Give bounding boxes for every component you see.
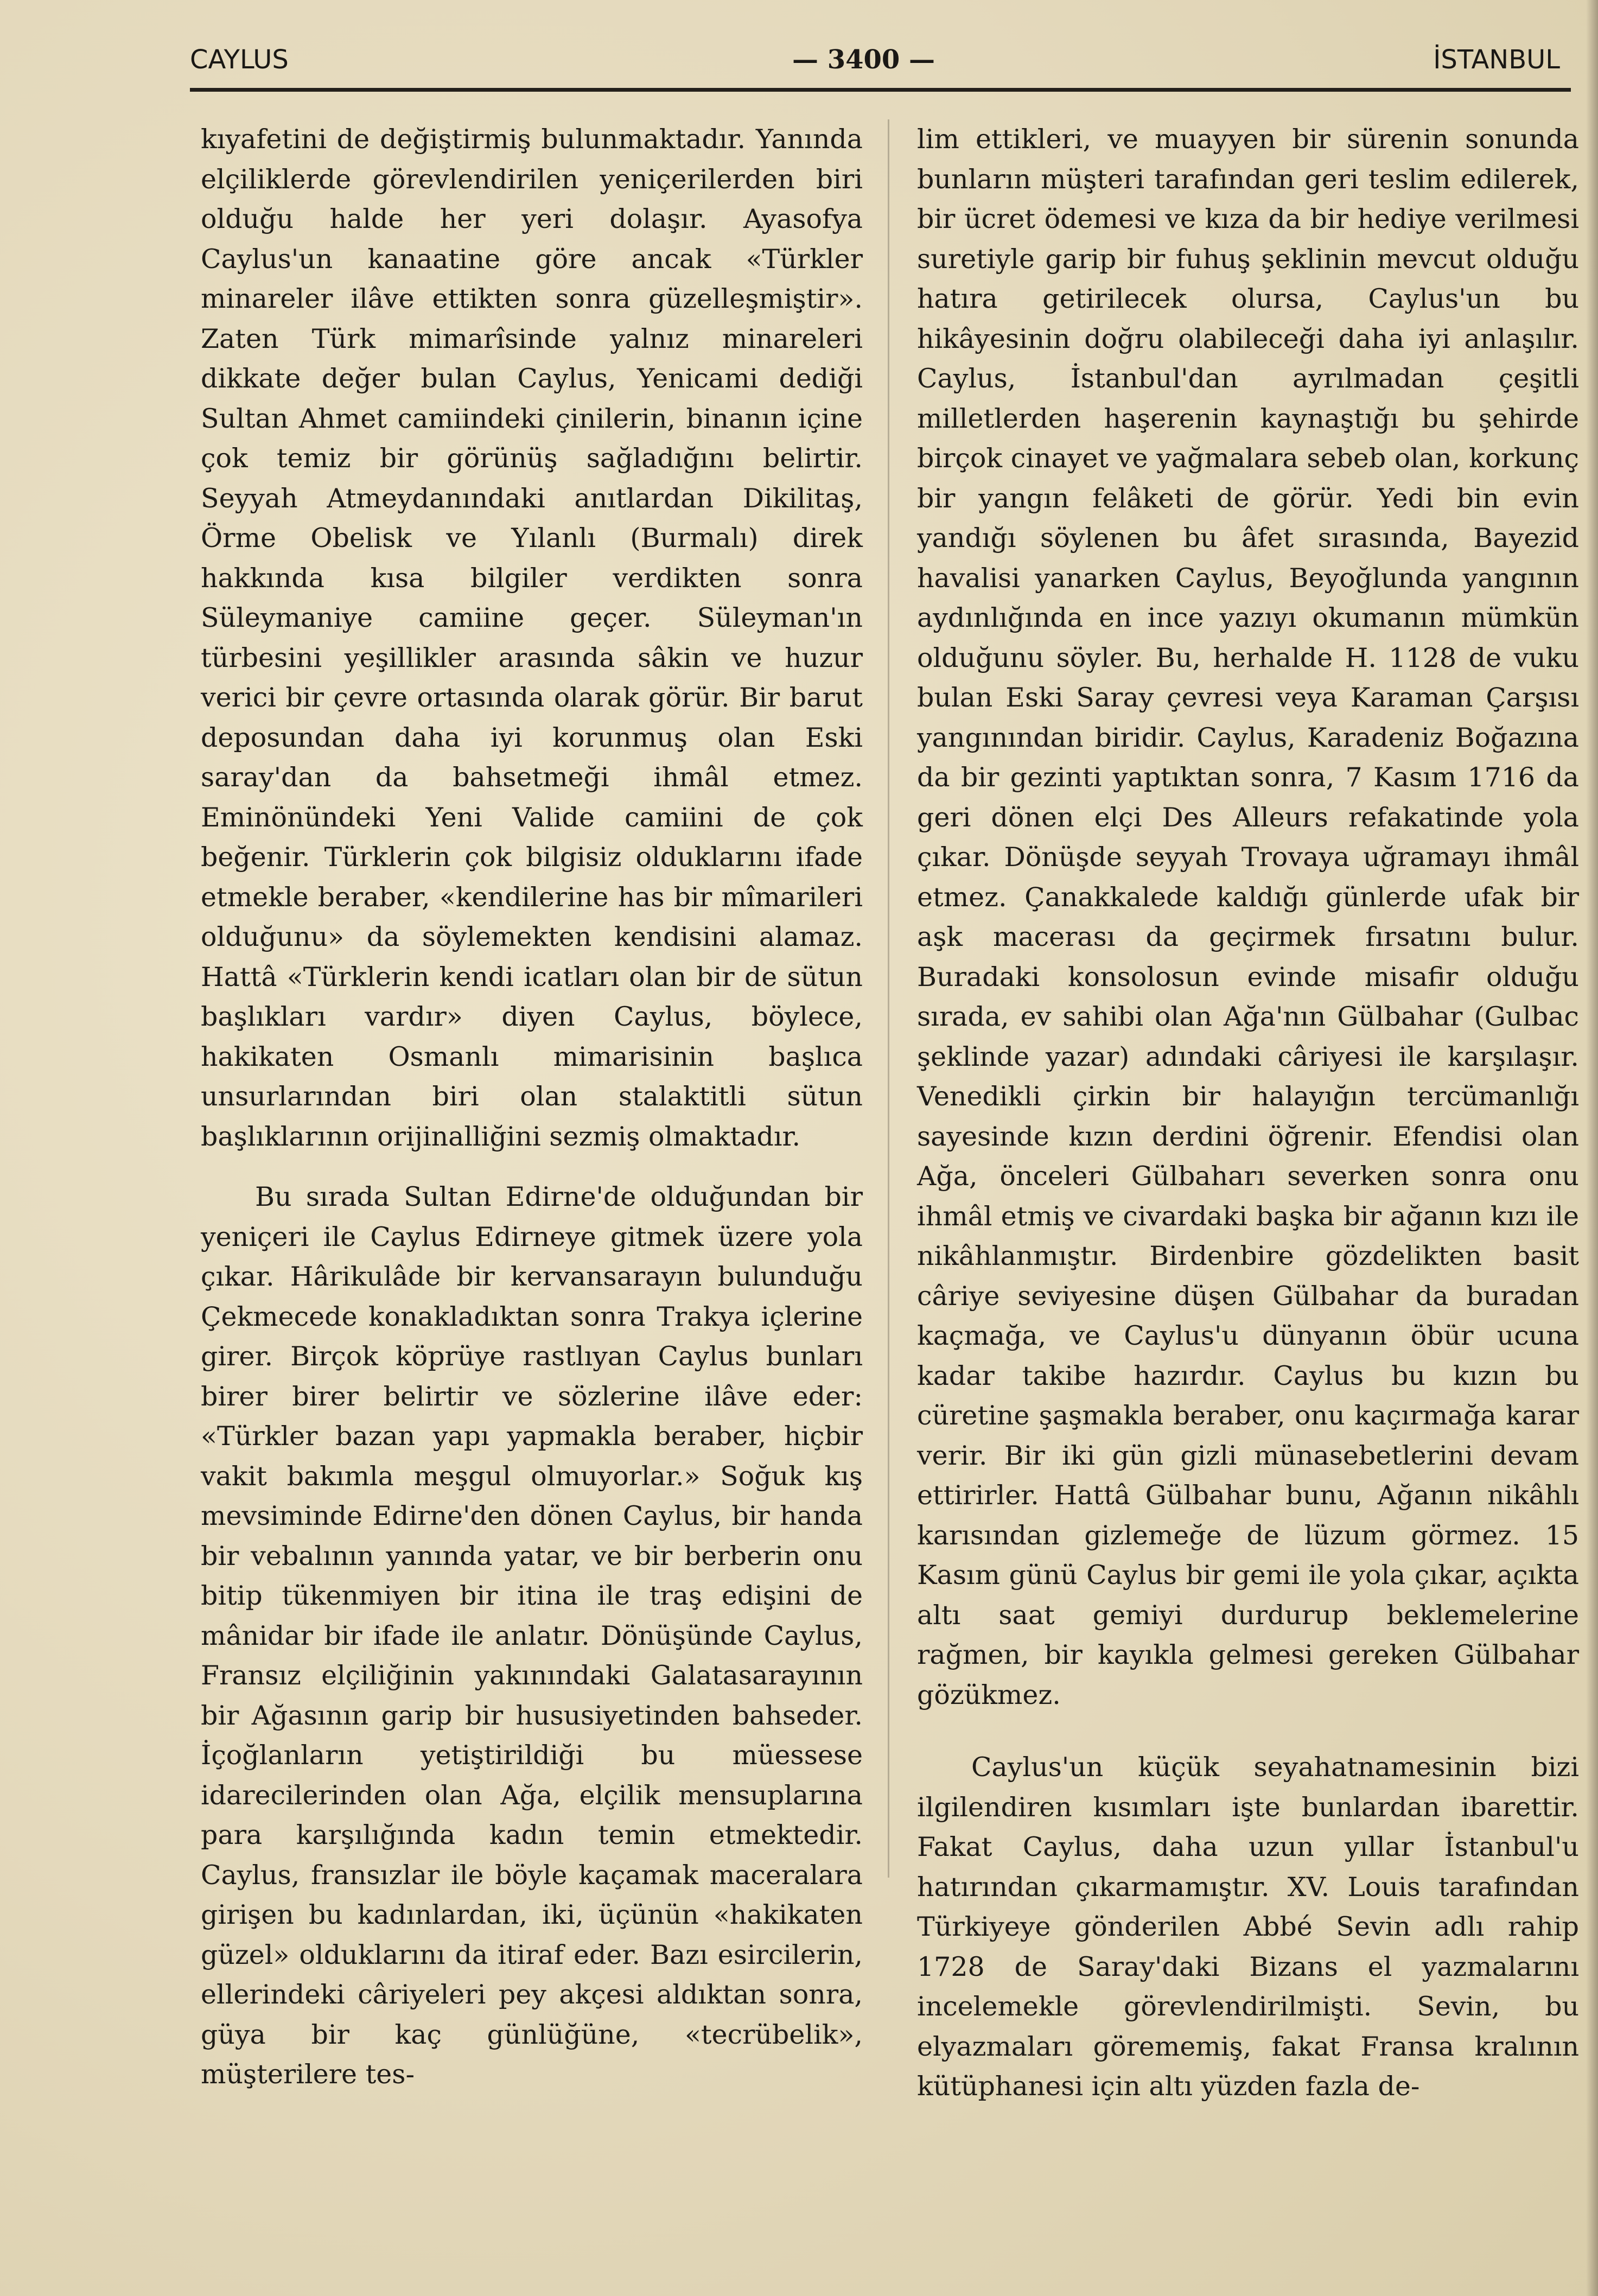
running-head-right: İSTANBUL [1433, 44, 1560, 75]
left-column-paragraph-1: kıyafetini de değiştirmiş bulunmaktadır. Yanında elçiliklerde görevlendirilen yeniçerilerden biri olduğu halde her yeri dolaşır. Ayasofya Caylus'un kanaatine göre ancak «Türkler minareler ilâve ettikten sonra güzelleşmiştir». Zaten Türk mimarîsinde yalnız minareleri dikkate değer bulan Caylus, Yenicami dediği Sultan Ahmet camiindeki çinilerin, binanın içine çok temiz bir görünüş sağladığını belirtir. Seyyah Atmeydanındaki anıtlardan Dikilitaş, Örme Obelisk ve Yılanlı (Burmalı) direk hakkında kısa bilgiler verdikten sonra Süleymaniye camiine geçer. Süleyman'ın türbesini yeşillikler arasında sâkin ve huzur verici bir çevre ortasında olarak görür. Bir barut deposundan daha iyi korunmuş olan Eski saray'dan da bahsetmeği ihmâl etmez. Eminönündeki Yeni Valide camiini de çok beğenir. Türklerin çok bilgisiz olduklarını ifade etmekle beraber, «kendilerine has bir mîmarileri olduğunu» da söylemekten kendisini alamaz. Hattâ «Türklerin kendi icatları olan bir de sütun başlıkları vardır» diyen Caylus, böylece, hakikaten Osmanlı mimarisinin başlıca unsurlarından biri olan stalaktitli sütun başlıklarının orijinalliğini sezmiş olmaktadır. [201, 124, 863, 1152]
left-column [201, 119, 863, 2095]
running-head-left: CAYLUS [190, 44, 289, 75]
header-rule [190, 88, 1571, 92]
page-header [190, 38, 1571, 87]
right-column-paragraph-1: lim ettikleri, ve muayyen bir sürenin sonunda bunların müşteri tarafından geri teslim edilerek, bir ücret ödemesi ve kıza da bir hediye verilmesi suretiyle garip bir fuhuş şeklinin mevcut olduğu hatıra getirilecek olursa, Caylus'un bu hikâyesinin doğru olabileceği daha iyi anlaşılır. Caylus, İstanbul'dan ayrılmadan çeşitli milletlerden haşerenin kaynaştığı bu şehirde birçok cinayet ve yağmalara sebeb olan, korkunç bir yangın felâketi de görür. Yedi bin evin yandığı söylenen bu âfet sırasında, Bayezid havalisi yanarken Caylus, Beyoğlunda yangının aydınlığında en ince yazıyı okumanın mümkün olduğunu söyler. Bu, herhalde H. 1128 de vuku bulan Eski Saray çevresi veya Karaman Çarşısı yangınından biridir. Caylus, Karadeniz Boğazına da bir gezinti yaptıktan sonra, 7 Kasım 1716 da geri dönen elçi Des Alleurs refakatinde yola çıkar. Dönüşde seyyah Trovaya uğramayı ihmâl etmez. Çanakkalede kaldığı günlerde ufak bir aşk macerası da geçirmek fırsatını bulur. Buradaki konsolosun evinde misafir olduğu sırada, ev sahibi olan Ağa'nın Gülbahar (Gulbac şeklinde yazar) adındaki câriyesi ile karşılaşır. Venedikli çirkin bir halayığın tercümanlığı sayesinde kızın derdini öğrenir. Efendisi olan Ağa, önceleri Gülbaharı severken sonra onu ihmâl etmiş ve civardaki başka bir ağanın kızı ile nikâhlanmıştır. Birdenbire gözdelikten basit câriye seviyesine düşen Gülbahar da buradan kaçmağa, ve Caylus'u dünyanın öbür ucuna kadar takibe hazırdır. Caylus bu kızın bu cüretine şaşmakla beraber, onu kaçırmağa karar verir. Bir iki gün gizli münasebetlerini devam ettirirler. Hattâ Gülbahar bunu, Ağanın nikâhlı karısından gizlemeğe de lüzum görmez. 15 Kasım günü Caylus bir gemi ile yola çıkar, açıkta altı saat gemiyi durdurup beklemelerine rağmen, bir kayıkla gelmesi gereken Gülbahar gözükmez. [917, 124, 1579, 1710]
page-number: — 3400 — [792, 44, 935, 75]
right-column [917, 119, 1579, 2107]
page-edge-shadow [1586, 0, 1598, 2296]
right-column-paragraph-2: Caylus'un küçük seyahatnamesinin bizi ilgilendiren kısımları işte bunlardan ibarettir. Fakat Caylus, daha uzun yıllar İstanbul'u hatırından çıkarmamıştır. XV. Louis tarafından Türkiyeye gönderilen Abbé Sevin adlı rahip 1728 de Saray'daki Bizans el yazmalarını incelemekle görevlendirilmişti. Sevin, bu elyazmaları görememiş, fakat Fransa kralının kütüphanesi için altı yüzden fazla de- [917, 1752, 1579, 2102]
left-column-paragraph-2: Bu sırada Sultan Edirne'de olduğundan bir yeniçeri ile Caylus Edirneye gitmek üzere yola çıkar. Hârikulâde bir kervansarayın bulunduğu Çekmecede konakladıktan sonra Trakya içlerine girer. Birçok köprüye rastlıyan Caylus bunları birer birer belirtir ve sözlerine ilâve eder: «Türkler bazan yapı yapmakla beraber, hiçbir vakit bakımla meşgul olmuyorlar.» Soğuk kış mevsiminde Edirne'den dönen Caylus, bir handa bir vebalının yanında yatar, ve bir berberin onu bitip tükenmiyen bir itina ile traş edişini de mânidar bir ifade ile anlatır. Dönüşünde Caylus, Fransız elçiliğinin yakınındaki Galatasarayının bir Ağasının garip bir hususiyetinden bahseder. İçoğlanların yetiştirildiği bu müessese idarecilerinden olan Ağa, elçilik mensuplarına para karşılığında kadın temin etmektedir. Caylus, fransızlar ile böyle kaçamak maceralara girişen bu kadınlardan, iki, üçünün «hakikaten güzel» olduklarını da itiraf eder. Bazı esircilerin, ellerindeki câriyeleri pey akçesi aldıktan sonra, güya bir kaç günlüğüne, «tecrübelik», müşterilere tes- [201, 1181, 863, 2090]
column-divider [888, 119, 889, 1878]
